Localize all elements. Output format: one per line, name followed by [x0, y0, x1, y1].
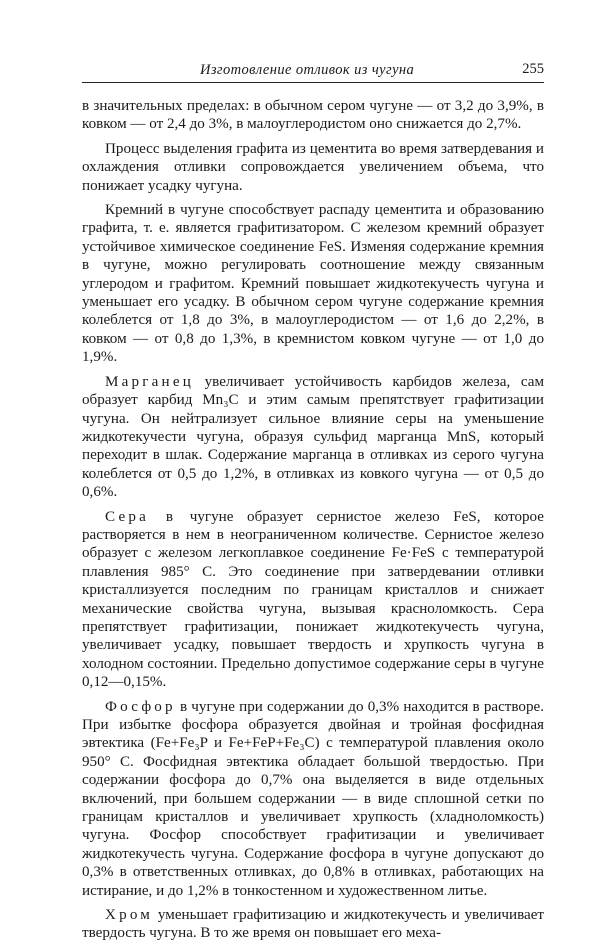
paragraph-text: уменьшает графитизацию и жидкотекучесть и увеличивает твердость чугуна. В то же время он повышает его меха- — [82, 907, 544, 942]
page-number: 255 — [522, 61, 544, 77]
paragraph-text: чугуне образует сернистое железо FeS, которое растворяется в нем в неограниченном количестве. Сернистое железо образует с железом легкоплавкое соединение Fe·FeS с температурой плавления 985° С. Это соединение при затвердевании отливки кристаллизуется последним по границам кристаллов и снижает механические свойства чугуна, вызывая красноломкость. Сера препятствует графитизации, понижает жидкотекучесть чугуна, увеличивает усадку, повышает твердость и хрупкость чугуна в холодном состоянии. Предельно допустимое содержание серы в чугуне 0,12—0,15%. — [82, 508, 544, 691]
paragraph-text: Кремний в чугуне способствует распаду цементита и образованию графита, т. е. является графитизатором. С железом кремний образует устойчивое химическое соединение FeS. Изменяя содержание кремния в чугуне, можно регулировать соотношение между связанным углеродом и графитом. Кремний повышает жидкотекучесть чугуна и уменьшает его усадку. В обычном сером чугуне содержание кремния колеблется от 1,8 до 3%, в малоуглеродистом — от 1,6 до 2,2%, в ковком — от 0,8 до 1,3%, в кремнистом ковком чугуне — от 1,0 до 1,9%. — [82, 202, 544, 366]
paragraph-silicon — [82, 201, 544, 367]
paragraph-continuation — [82, 97, 544, 134]
paragraph-lead-term: Сера в — [105, 508, 177, 525]
chapter-title: Изготовление отливок из чугуна — [200, 62, 415, 78]
paragraph-graphite — [82, 140, 544, 195]
body-text — [82, 97, 544, 949]
paragraph-text: в значительных пределах: в обычном сером чугуне — от 3,2 до 3,9%, в ковком — от 2,4 до 3%, в малоуглеродистом оно снижается до 2,7%. — [82, 98, 544, 133]
running-header — [82, 56, 544, 83]
paragraph-text: увеличивает устойчивость карбидов железа, сам образует карбид Mn₃C и этим самым препятствует графитизации чугуна. Он нейтрализует сильное влияние серы на уменьшение жидкотекучести чугуна, образуя сульфид марганца MnS, который переходит в шлак. Содержание марганца в отливках из серого чугуна колеблется от 0,5 до 1,2%, в отливках из ковкого чугуна — от 0,5 до 0,6%. — [82, 373, 544, 501]
paragraph-phosphorus — [82, 698, 544, 900]
paragraph-text: в чугуне при содержании до 0,3% находится в растворе. При избытке фосфора образуется двойная и тройная фосфидная эвтектика (Fe+Fe₃P и Fe+FeP+Fe₃C) с температурой плавления около 950° С. Фосфидная эвтектика обладает большой твердостью. При содержании фосфора до 0,7% она выделяется в виде отдельных включений, при большем содержании — в виде сплошной сетки по границам кристаллов и увеличивает хрупкость (хладноломкость) чугуна. Фосфор способствует графитизации и увеличивает жидкотекучесть чугуна. Содержание фосфора в чугуне допускают до 0,3% в ответственных отливках, до 0,8% в отливках, работающих на истирание, и до 1,2% в тонкостенном и художественном литье. — [82, 698, 544, 899]
paragraph-sulfur — [82, 508, 544, 692]
paragraph-lead-term: Марганец — [105, 373, 195, 390]
paragraph-lead-term: Хром — [105, 907, 154, 924]
paragraph-text: Процесс выделения графита из цементита во время затвердевания и охлаждения отливки сопровождается увеличением объема, что понижает усадку чугуна. — [82, 140, 544, 194]
paragraph-manganese — [82, 373, 544, 502]
paragraph-chromium — [82, 906, 544, 943]
paragraph-lead-term: Фосфор — [105, 698, 176, 715]
